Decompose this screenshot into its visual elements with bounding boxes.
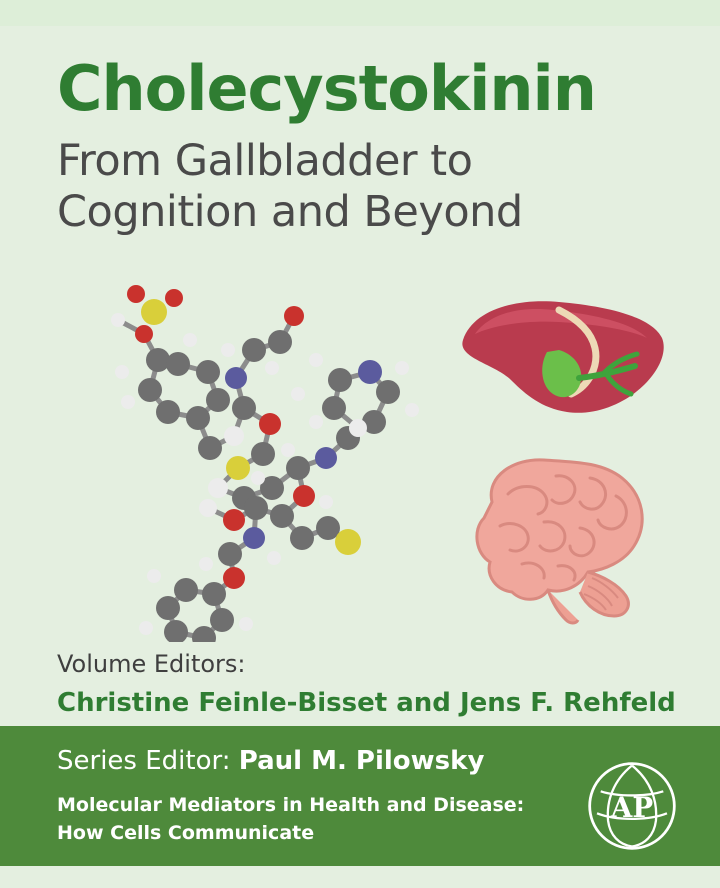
series-editor-name: Paul M. Pilowsky [238, 746, 485, 776]
top-color-band [0, 0, 720, 26]
bottom-color-strip [0, 866, 720, 888]
page-title: Cholecystokinin [57, 52, 596, 125]
volume-editors-label: Volume Editors: [57, 650, 246, 678]
series-editor-line [57, 746, 484, 776]
publisher-logo-icon [586, 760, 678, 852]
series-band [0, 726, 720, 888]
publisher-logo-text: AP [610, 791, 654, 825]
title-block [57, 52, 671, 237]
volume-editors-names: Christine Feinle-Bisset and Jens F. Rehfeld [57, 688, 676, 718]
series-title-line-2: How Cells Communicate [57, 821, 315, 844]
brain-illustration [452, 450, 667, 630]
subtitle-line-1: From Gallbladder to [57, 136, 473, 186]
series-editor-label: Series Editor: [57, 746, 231, 776]
molecule-illustration [58, 272, 438, 642]
volume-editors-block [57, 650, 677, 718]
liver-gallbladder-illustration [455, 294, 670, 434]
cover-artwork [0, 272, 720, 672]
series-title-line-1: Molecular Mediators in Health and Disease: [57, 794, 525, 816]
subtitle [57, 136, 671, 237]
series-title [57, 792, 557, 847]
subtitle-line-2: Cognition and Beyond [57, 186, 523, 237]
